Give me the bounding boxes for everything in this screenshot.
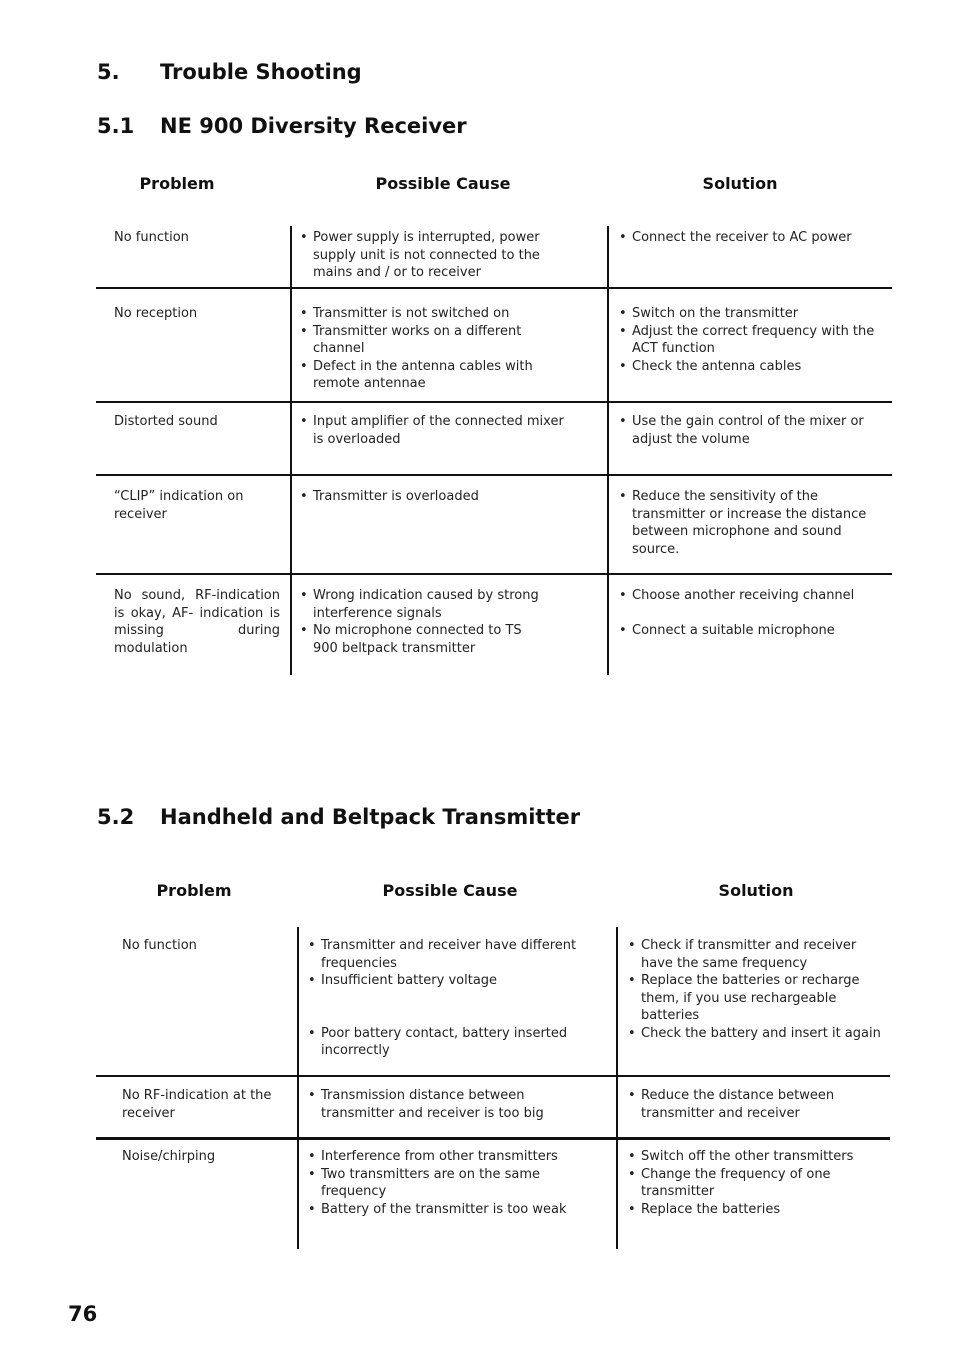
table1-solutions: [619, 488, 869, 558]
solution-item: • Replace the batteries: [628, 1201, 858, 1219]
table1-causes: [300, 413, 575, 448]
cause-item: • Poor battery contact, battery inserted incorrectly: [308, 1025, 593, 1060]
section-heading: [97, 60, 497, 88]
table1-problem: Distorted sound: [114, 414, 218, 429]
table1-header-cause: Possible Cause: [375, 174, 511, 193]
table2-problem: Noise/chirping: [122, 1149, 216, 1164]
table2-divider-right: [616, 927, 618, 1249]
table2-problem: No RF-indication at the receiver: [122, 1088, 272, 1121]
cause-item: • Input amplifier of the connected mixer is overloaded: [300, 413, 575, 448]
cause-item: • Transmitter is overloaded: [300, 488, 580, 506]
table1-row-separator: [96, 474, 892, 476]
section-number: 5.: [97, 60, 120, 84]
section-title: Trouble Shooting: [160, 60, 362, 84]
table1-row-separator: [96, 573, 892, 575]
solution-item: • Check if transmitter and receiver have the same frequency: [628, 937, 886, 972]
subsection-number: 5.1: [97, 114, 135, 138]
table1-problem: “CLIP” indication on receiver: [114, 489, 244, 522]
table1-divider-left: [290, 226, 292, 675]
table1-solutions: [619, 229, 879, 247]
table2-header-cause: Possible Cause: [382, 881, 518, 900]
table2-divider-left: [297, 927, 299, 1249]
table2-header-problem: Problem: [156, 881, 232, 900]
subsection-heading-1: [97, 114, 597, 142]
table1-header-problem: Problem: [139, 174, 215, 193]
cause-item: • Defect in the antenna cables with remote antennae: [300, 358, 550, 393]
cause-item: • Insufficient battery voltage: [308, 972, 593, 990]
solution-item: • Use the gain control of the mixer or adjust the volume: [619, 413, 874, 448]
subsection-title: Handheld and Beltpack Transmitter: [160, 805, 581, 829]
solution-item: • Connect the receiver to AC power: [619, 229, 879, 247]
cause-item: • Wrong indication caused by strong interference signals: [300, 587, 550, 622]
solution-item: • Choose another receiving channel: [619, 587, 884, 605]
table2-solutions: [628, 1087, 858, 1122]
page-number: 76: [68, 1302, 98, 1326]
table1-problem: No function: [114, 230, 189, 245]
cause-item: • Two transmitters are on the same frequency: [308, 1166, 568, 1201]
table2-solutions: [628, 937, 886, 1043]
table1-header-solution: Solution: [702, 174, 778, 193]
subsection-title: NE 900 Diversity Receiver: [160, 114, 467, 138]
solution-item: • Switch off the other transmitters: [628, 1148, 858, 1166]
table1-row-separator: [96, 287, 892, 289]
table1-problem: No reception: [114, 306, 198, 321]
cause-item: • Transmitter is not switched on: [300, 305, 550, 323]
table1-solutions: [619, 305, 881, 375]
table2-solutions: [628, 1148, 858, 1218]
table1-solutions: [619, 413, 874, 448]
cause-item: • Transmitter and receiver have different frequencies: [308, 937, 593, 972]
cause-item: • Power supply is interrupted, power supply unit is not connected to the mains and / or to receiver: [300, 229, 580, 282]
solution-item: • Connect a suitable microphone: [619, 622, 884, 640]
subsection-number: 5.2: [97, 805, 135, 829]
solution-item: • Reduce the sensitivity of the transmitter or increase the distance between microphone and sound source.: [619, 488, 869, 558]
solution-item: • Check the battery and insert it again: [628, 1025, 886, 1043]
cause-item: • Interference from other transmitters: [308, 1148, 568, 1166]
cause-item: • Battery of the transmitter is too weak: [308, 1201, 568, 1219]
table1-row-separator: [96, 401, 892, 403]
table2-row-separator: [96, 1075, 890, 1077]
solution-item: • Adjust the correct frequency with the ACT function: [619, 323, 881, 358]
table2-header-solution: Solution: [718, 881, 794, 900]
solution-item: • Check the antenna cables: [619, 358, 881, 376]
table1-causes: [300, 229, 580, 282]
table2-causes: [308, 1087, 593, 1122]
cause-item: • No microphone connected to TS 900 beltpack transmitter: [300, 622, 550, 657]
solution-item: • Reduce the distance between transmitter and receiver: [628, 1087, 858, 1122]
table2-causes: [308, 1148, 568, 1218]
subsection-heading-2: [97, 805, 657, 833]
solution-item: • Replace the batteries or recharge them, if you use rechargeable batteries: [628, 972, 886, 1025]
table2-problem: No function: [122, 938, 197, 953]
table1-solutions: [619, 587, 884, 639]
cause-item: • Transmitter works on a different channel: [300, 323, 550, 358]
solution-item: • Change the frequency of one transmitter: [628, 1166, 858, 1201]
table2-row-separator: [96, 1137, 890, 1140]
table1-causes: [300, 488, 580, 506]
table1-divider-right: [607, 226, 609, 675]
table2-causes: [308, 937, 593, 1060]
table1-problem: No sound, RF-indication is okay, AF- indication is missing during modulation: [114, 588, 280, 656]
solution-item: • Switch on the transmitter: [619, 305, 881, 323]
table1-causes: [300, 305, 550, 393]
cause-item: • Transmission distance between transmitter and receiver is too big: [308, 1087, 593, 1122]
table1-causes: [300, 587, 550, 657]
